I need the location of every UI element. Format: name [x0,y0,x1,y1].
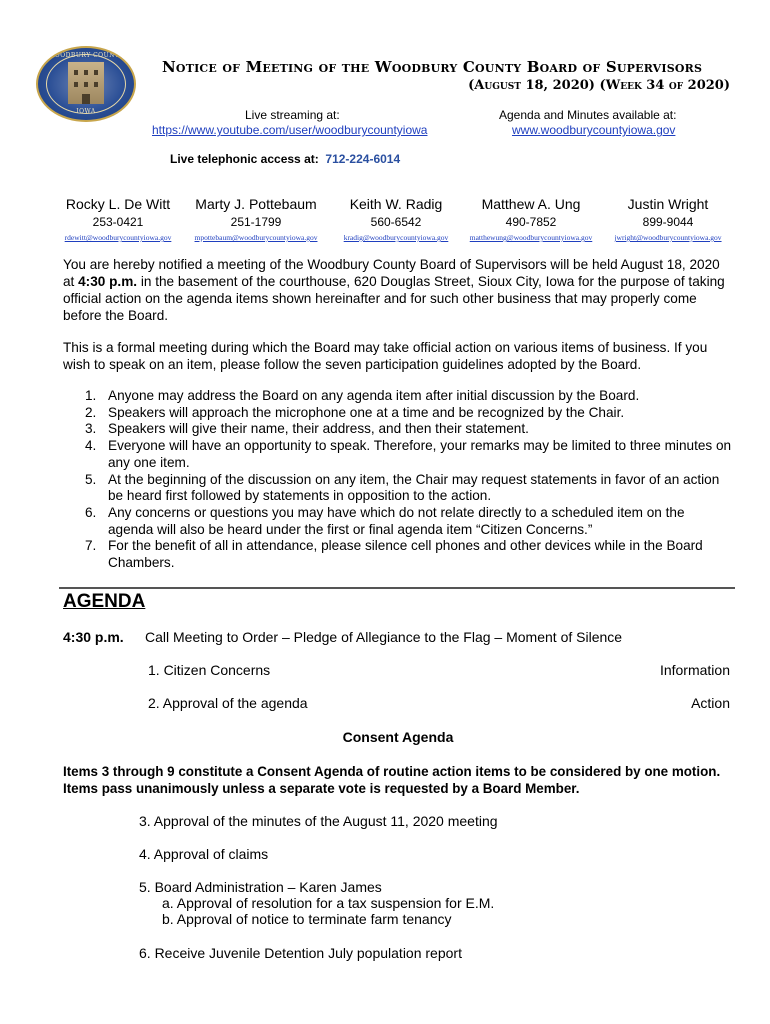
member-name: Matthew A. Ung [481,196,581,212]
streaming-label: Live streaming at: [245,108,340,122]
phone-number: 712-224-6014 [325,152,401,166]
agenda-item-1: 1. Citizen Concerns [148,662,271,678]
agenda-item-4: 4. Approval of claims [139,846,269,862]
list-item: 4. Everyone will have an opportunity to speak. Therefore, your remarks may be limited to three minutes on any one item. [85,438,732,470]
guidelines-intro: This is a formal meeting during which the Board may take official action on various items of business. If you wish to speak on an item, please follow the seven participation guidelines adopted by the Board. [63,340,708,372]
member-phone: 490-7852 [505,215,557,229]
member-card [606,196,730,242]
agenda-item-5b: b. Approval of notice to terminate farm tenancy [162,911,452,927]
member-card [466,196,596,242]
seal-text-bottom: IOWA [76,108,96,115]
member-email[interactable]: jwright@woodburycountyiowa.gov [614,233,722,242]
member-card [58,196,178,242]
meeting-date: (August 18, 2020) (Week 34 of 2020) [468,78,730,93]
member-email[interactable]: rdewitt@woodburycountyiowa.gov [64,233,172,242]
consent-agenda-note: Items 3 through 9 constitute a Consent Agenda of routine action items to be considered by one motion. Items pass unanimously unless a separate vote is requested by a Board Member. [63,764,721,796]
list-item: 7. For the benefit of all in attendance, please silence cell phones and other devices while in the Board Chambers. [85,538,703,571]
member-card [334,196,458,242]
agenda-minutes-label: Agenda and Minutes available at: [499,108,677,122]
agenda-time: 4:30 p.m. [63,629,124,645]
member-name: Rocky L. De Witt [65,196,171,212]
member-card [191,196,321,242]
notice-text-b: in the basement of the courthouse, 620 Douglas Street, Sioux City, Iowa for the purpose of taking official action on the agenda items shown hereinafter and for such other business that may properly come before the Board. [63,274,725,323]
agenda-item-2: 2. Approval of the agenda [148,695,308,711]
courthouse-icon [68,62,104,104]
member-phone: 899-9044 [642,215,694,229]
agenda-item-5: 5. Board Administration – Karen James [139,879,382,895]
member-name: Marty J. Pottebaum [195,196,317,212]
streaming-link[interactable]: https://www.youtube.com/user/woodburycountyiowa [152,123,428,137]
member-phone: 560-6542 [370,215,422,229]
page-title: Notice of Meeting of the Woodbury County Board of Supervisors [162,58,703,76]
member-name: Justin Wright [627,196,709,212]
phone-access: Live telephonic access at: 712-224-6014 [170,152,401,166]
agenda-item-5a: a. Approval of resolution for a tax suspension for E.M. [162,895,495,911]
member-email[interactable]: matthewung@woodburycountyiowa.gov [469,233,593,242]
list-item: 1. Anyone may address the Board on any agenda item after initial discussion by the Board. [85,388,640,403]
member-phone: 253-0421 [92,215,144,229]
phone-label: Live telephonic access at [170,152,315,166]
member-email[interactable]: mpottebaum@woodburycountyiowa.gov [194,233,318,242]
website-link[interactable]: www.woodburycountyiowa.gov [512,123,676,137]
call-to-order: Call Meeting to Order – Pledge of Allegiance to the Flag – Moment of Silence [145,629,623,645]
seal-text-top: WOODBURY COUNTY [48,52,124,59]
list-item: 6. Any concerns or questions you may have which do not relate directly to a scheduled item on the agenda will also be heard under the first or final agenda item “Citizen Concerns.” [85,504,685,537]
guidelines-list [63,388,733,572]
notice-text-a: You are hereby notified a meeting of the Woodbury County Board of Supervisors will be held August 18, 2020 at [63,257,720,289]
meeting-time: 4:30 p.m. [78,274,138,289]
section-divider [59,587,735,589]
member-phone: 251-1799 [230,215,282,229]
member-name: Keith W. Radig [349,196,443,212]
list-item: 5. At the beginning of the discussion on any item, the Chair may request statements in favor of an action be heard first followed by statements in opposition to the action. [85,471,720,504]
agenda-item-1-type: Information [659,662,730,678]
county-seal [36,46,136,122]
agenda-item-2-type: Action [691,695,730,711]
agenda-heading: AGENDA [63,591,146,612]
agenda-item-3: 3. Approval of the minutes of the August 11, 2020 meeting [139,813,498,829]
consent-agenda-heading: Consent Agenda [342,729,454,745]
list-item: 3. Speakers will give their name, their address, and then their statement. [85,421,529,437]
member-email[interactable]: kradig@woodburycountyiowa.gov [343,233,449,242]
notice-paragraph [63,256,731,324]
list-item: 2. Speakers will approach the microphone one at a time and be recognized by the Chair. [85,404,625,420]
agenda-item-6: 6. Receive Juvenile Detention July population report [139,945,462,961]
